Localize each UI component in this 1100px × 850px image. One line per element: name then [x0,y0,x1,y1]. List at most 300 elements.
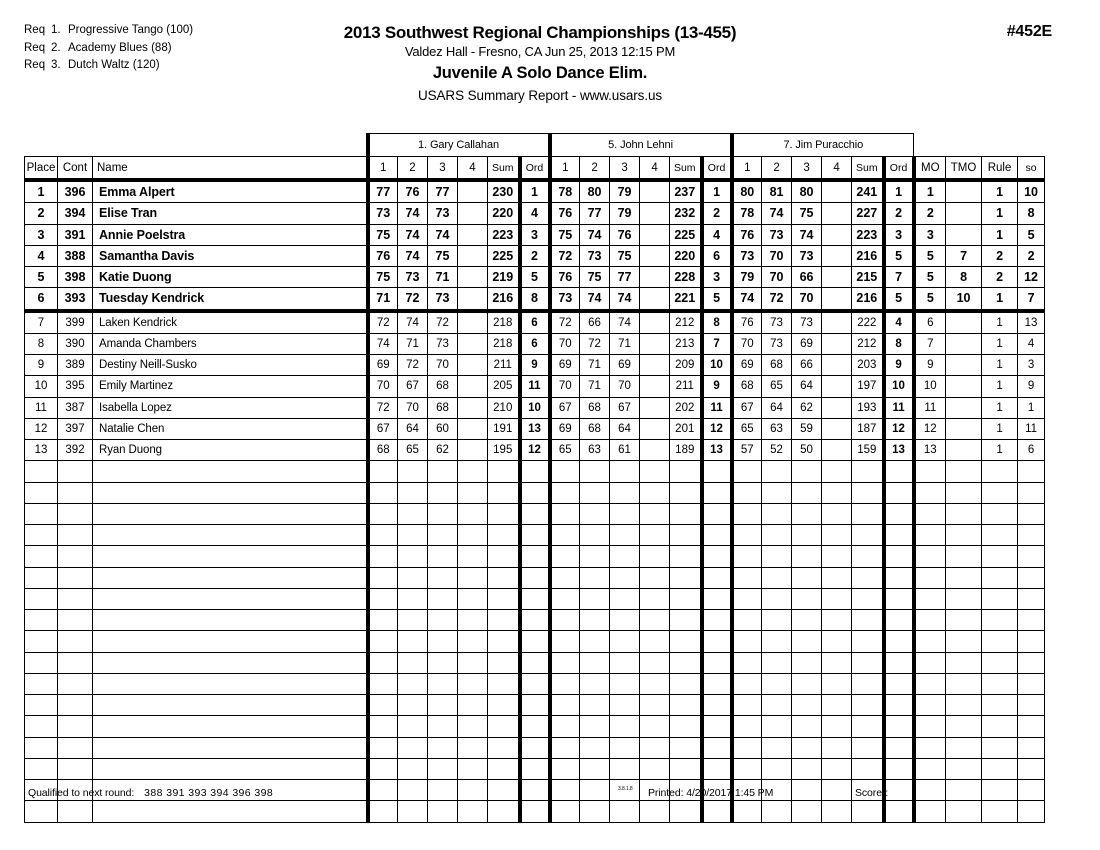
cell-j1-score1 [368,631,398,652]
cell-j3-score2: 65 [762,376,792,397]
cell-j1-score3: 68 [428,376,458,397]
cell-j2-score4 [640,673,670,694]
cell-j3-sum: 216 [852,245,884,266]
cell-j3-score3: 62 [792,397,822,418]
cell-j2-score3 [610,588,640,609]
cell-j3-score3: 50 [792,440,822,461]
cell-j3-sum: 227 [852,203,884,224]
cell-j3-score2 [762,546,792,567]
cell-j3-score4 [822,267,852,288]
table-row[interactable] [25,203,1045,224]
cell-mo [914,525,946,546]
cell-cont [58,631,93,652]
cell-j1-sum: 195 [488,440,520,461]
cell-j3-score2: 70 [762,245,792,266]
cell-rule: 2 [982,245,1018,266]
table-row[interactable] [25,333,1045,354]
cell-cont: 391 [58,224,93,245]
header-j3-score2: 2 [762,157,792,181]
cell-j1-score3: 75 [428,245,458,266]
cell-mo: 2 [914,203,946,224]
cell-j1-sum: 230 [488,180,520,203]
cell-so [1018,716,1045,737]
header-j3-ord: Ord [884,157,914,181]
cell-mo: 5 [914,245,946,266]
cell-j3-ord [884,716,914,737]
cell-rule: 1 [982,418,1018,439]
table-row[interactable] [25,245,1045,266]
table-row-empty[interactable] [25,503,1045,524]
table-row[interactable] [25,311,1045,334]
cell-j3-score3: 69 [792,333,822,354]
cell-j3-score3 [792,588,822,609]
cell-j2-score3: 74 [610,288,640,311]
cell-mo [914,737,946,758]
cell-j1-score1 [368,716,398,737]
cell-j2-ord: 3 [702,267,732,288]
cell-tmo [946,737,982,758]
table-row[interactable] [25,180,1045,203]
cell-so [1018,503,1045,524]
requirement-item [24,57,193,75]
cell-j2-score3 [610,758,640,779]
report-subtitle: USARS Summary Report - www.usars.us [417,88,663,103]
cell-j1-score4 [458,610,488,631]
cell-name [93,546,368,567]
cell-j3-score2 [762,588,792,609]
cell-j2-score3: 76 [610,224,640,245]
cell-j2-sum: 225 [670,224,702,245]
cell-j1-score4 [458,288,488,311]
cell-j2-score2: 75 [580,267,610,288]
cell-j2-score1: 67 [550,397,580,418]
cell-j3-sum [852,610,884,631]
cell-place: 11 [25,397,58,418]
cell-j2-sum: 189 [670,440,702,461]
table-row-empty[interactable] [25,482,1045,503]
cell-place: 10 [25,376,58,397]
cell-j1-score3 [428,673,458,694]
cell-j1-score3 [428,652,458,673]
cell-j2-score4 [640,418,670,439]
cell-cont [58,673,93,694]
cell-j1-sum [488,482,520,503]
header-j2-ord: Ord [702,157,732,181]
cell-j2-ord: 4 [702,224,732,245]
requirement-name: Dutch Waltz (120) [68,59,160,71]
cell-j2-score2 [580,567,610,588]
cell-j1-score2: 73 [398,267,428,288]
cell-j2-ord: 11 [702,397,732,418]
cell-j1-ord [520,461,550,482]
cell-j1-sum [488,673,520,694]
cell-rule: 1 [982,397,1018,418]
cell-place: 2 [25,203,58,224]
cell-tmo [946,631,982,652]
cell-j3-sum: 212 [852,333,884,354]
cell-j1-ord: 3 [520,224,550,245]
cell-j2-sum: 237 [670,180,702,203]
table-row[interactable] [25,288,1045,311]
cell-j1-score3 [428,546,458,567]
cell-j1-score1 [368,482,398,503]
cell-name: Destiny Neill-Susko [93,355,368,376]
cell-j2-score4 [640,355,670,376]
cell-name [93,482,368,503]
cell-j1-score1: 73 [368,203,398,224]
cell-j3-ord: 5 [884,245,914,266]
cell-j1-sum [488,610,520,631]
event-title: Juvenile A Solo Dance Elim. [432,64,648,82]
cell-j1-ord [520,503,550,524]
cell-j3-score2: 64 [762,397,792,418]
cell-j3-score2: 81 [762,180,792,203]
cell-j1-ord: 6 [520,311,550,334]
cell-cont: 387 [58,397,93,418]
cell-name: Samantha Davis [93,245,368,266]
cell-j1-score4 [458,333,488,354]
cell-j3-score4 [822,376,852,397]
cell-tmo [946,355,982,376]
cell-so [1018,525,1045,546]
cell-so: 4 [1018,333,1045,354]
cell-j3-score1 [732,461,762,482]
cell-rule [982,652,1018,673]
cell-j1-score2 [398,673,428,694]
cell-rule [982,482,1018,503]
cell-j1-score1 [368,525,398,546]
table-row[interactable] [25,267,1045,288]
cell-j1-score3 [428,503,458,524]
cell-j3-score3 [792,567,822,588]
table-row[interactable] [25,224,1045,245]
header-j2-score3: 3 [610,157,640,181]
cell-j2-sum [670,461,702,482]
cell-j1-score4 [458,203,488,224]
cell-j2-score3: 61 [610,440,640,461]
cell-so: 11 [1018,418,1045,439]
cell-j3-score2 [762,482,792,503]
cell-tmo [946,224,982,245]
cell-j2-score4 [640,610,670,631]
cell-j2-score2 [580,673,610,694]
cell-rule: 1 [982,376,1018,397]
cell-j2-score2 [580,588,610,609]
cell-j3-score4 [822,673,852,694]
cell-j1-score2: 76 [398,180,428,203]
cell-j3-score1: 78 [732,203,762,224]
cell-j2-ord: 5 [702,288,732,311]
cell-name: Isabella Lopez [93,397,368,418]
cell-j1-score1 [368,610,398,631]
cell-j1-score3 [428,525,458,546]
requirement-item [24,40,193,58]
cell-j1-score1 [368,695,398,716]
cell-j3-score4 [822,631,852,652]
header-tmo: TMO [946,157,982,181]
cell-j3-sum [852,652,884,673]
cell-j2-sum: 201 [670,418,702,439]
header-j1-score2: 2 [398,157,428,181]
header-j2-score2: 2 [580,157,610,181]
report-header [190,22,890,107]
cell-j1-sum: 220 [488,203,520,224]
cell-j1-score4 [458,588,488,609]
cell-j3-score2 [762,673,792,694]
cell-j1-ord [520,737,550,758]
cell-j1-sum: 216 [488,288,520,311]
cell-cont: 394 [58,203,93,224]
requirement-name: Progressive Tango (100) [68,24,194,36]
cell-j1-score1: 71 [368,288,398,311]
cell-j2-sum: 202 [670,397,702,418]
cell-j1-score2 [398,758,428,779]
cell-cont [58,525,93,546]
cell-j2-sum [670,631,702,652]
cell-j1-score3: 74 [428,224,458,245]
cell-j2-ord [702,567,732,588]
cell-j3-score3 [792,652,822,673]
cell-j2-score2: 72 [580,333,610,354]
cell-j3-ord: 8 [884,333,914,354]
cell-j3-ord: 2 [884,203,914,224]
header-j1-sum: Sum [488,157,520,181]
table-row-empty[interactable] [25,716,1045,737]
cell-so: 10 [1018,180,1045,203]
table-row-empty[interactable] [25,652,1045,673]
cell-j2-score1: 70 [550,376,580,397]
cell-cont: 397 [58,418,93,439]
cell-j3-score1: 57 [732,440,762,461]
cell-so [1018,610,1045,631]
cell-j1-ord: 8 [520,288,550,311]
table-row-empty[interactable] [25,461,1045,482]
table-row-empty[interactable] [25,588,1045,609]
cell-j3-ord: 1 [884,180,914,203]
cell-j1-ord [520,567,550,588]
cell-j1-score3: 68 [428,397,458,418]
table-row[interactable] [25,440,1045,461]
cell-j1-score4 [458,673,488,694]
cell-place [25,567,58,588]
cell-j3-score2 [762,567,792,588]
cell-j2-ord [702,503,732,524]
cell-tmo: 10 [946,288,982,311]
cell-j3-score3 [792,631,822,652]
cell-j1-sum: 205 [488,376,520,397]
cell-j3-sum [852,546,884,567]
cell-j1-score3: 60 [428,418,458,439]
cell-j3-score2 [762,737,792,758]
cell-j2-sum [670,737,702,758]
cell-so: 13 [1018,311,1045,334]
cell-j1-score3 [428,482,458,503]
cell-j3-score3 [792,503,822,524]
cell-j3-ord [884,546,914,567]
cell-rule: 1 [982,440,1018,461]
cell-j2-score4 [640,588,670,609]
cell-j2-score4 [640,546,670,567]
cell-so: 7 [1018,288,1045,311]
cell-cont [58,482,93,503]
cell-j1-ord [520,610,550,631]
cell-j2-ord [702,546,732,567]
header-j3-score1: 1 [732,157,762,181]
cell-j3-sum: 215 [852,267,884,288]
cell-j2-score3 [610,716,640,737]
table-row-empty[interactable] [25,525,1045,546]
cell-j1-score1: 68 [368,440,398,461]
cell-j2-ord: 6 [702,245,732,266]
cell-j3-score1 [732,695,762,716]
cell-j3-ord: 7 [884,267,914,288]
cell-j2-score2: 63 [580,440,610,461]
cell-j2-score4 [640,288,670,311]
cell-mo: 12 [914,418,946,439]
cell-j1-sum: 218 [488,333,520,354]
sheet-id-badge: #452E [1006,23,1052,40]
cell-j3-score2 [762,610,792,631]
cell-j2-ord [702,588,732,609]
cell-cont [58,567,93,588]
cell-j3-ord [884,631,914,652]
cell-j2-score3: 79 [610,203,640,224]
cell-j1-ord [520,482,550,503]
cell-j3-score3: 66 [792,267,822,288]
cell-rule [982,567,1018,588]
cell-j1-score1: 70 [368,376,398,397]
cell-place [25,610,58,631]
cell-j1-score2 [398,652,428,673]
cell-j2-score3 [610,461,640,482]
cell-j1-score4 [458,224,488,245]
cell-j2-score2: 73 [580,245,610,266]
table-row-empty[interactable] [25,673,1045,694]
cell-j2-sum [670,652,702,673]
cell-so: 8 [1018,203,1045,224]
cell-j2-score3 [610,737,640,758]
cell-j2-score2: 77 [580,203,610,224]
cell-j3-sum [852,631,884,652]
cell-j2-score4 [640,376,670,397]
table-row-empty[interactable] [25,631,1045,652]
spacer-cell [982,134,1018,157]
table-row-empty[interactable] [25,695,1045,716]
cell-j2-score4 [640,224,670,245]
qualified-label: Qualified to next round: [28,787,135,799]
cell-j1-ord [520,631,550,652]
table-row-empty[interactable] [25,758,1045,779]
cell-j2-score4 [640,267,670,288]
cell-place [25,546,58,567]
cell-j3-score4 [822,288,852,311]
cell-j3-ord: 5 [884,288,914,311]
cell-j2-score1 [550,695,580,716]
cell-j3-sum [852,758,884,779]
cell-j1-score1 [368,461,398,482]
cell-so [1018,737,1045,758]
cell-j2-score3: 74 [610,311,640,334]
cell-j1-score1: 69 [368,355,398,376]
cell-j3-score4 [822,397,852,418]
cell-j3-score2 [762,652,792,673]
cell-j2-score2 [580,610,610,631]
cell-j3-score4 [822,525,852,546]
cell-rule [982,695,1018,716]
cell-j1-score2 [398,588,428,609]
cell-rule: 1 [982,203,1018,224]
cell-j1-score1 [368,567,398,588]
table-row-empty[interactable] [25,737,1045,758]
cell-j3-score1: 79 [732,267,762,288]
cell-j2-score3 [610,695,640,716]
cell-j3-score3: 75 [792,203,822,224]
cell-j2-ord [702,652,732,673]
cell-j2-score3: 79 [610,180,640,203]
cell-rule: 1 [982,355,1018,376]
judge-2-name: 5. John Lehni [550,134,732,157]
table-row-empty[interactable] [25,610,1045,631]
cell-j1-score1: 74 [368,333,398,354]
cell-j1-score1 [368,503,398,524]
cell-mo [914,716,946,737]
cell-j1-score2 [398,567,428,588]
cell-tmo [946,673,982,694]
cell-j3-score1: 76 [732,224,762,245]
cell-name [93,716,368,737]
cell-name: Elise Tran [93,203,368,224]
cell-j1-score4 [458,180,488,203]
table-row[interactable] [25,418,1045,439]
table-row[interactable] [25,376,1045,397]
cell-j1-ord [520,525,550,546]
cell-place: 9 [25,355,58,376]
cell-j3-score1 [732,482,762,503]
cell-j1-sum: 211 [488,355,520,376]
cell-cont [58,716,93,737]
cell-j2-sum [670,758,702,779]
cell-j3-sum [852,525,884,546]
cell-cont: 398 [58,267,93,288]
cell-j2-score2 [580,461,610,482]
spacer-cell [914,134,946,157]
cell-j2-score2: 80 [580,180,610,203]
cell-mo [914,588,946,609]
cell-j1-score2 [398,695,428,716]
cell-j2-score4 [640,695,670,716]
cell-j3-score4 [822,737,852,758]
cell-j2-score1: 78 [550,180,580,203]
table-row-empty[interactable] [25,546,1045,567]
cell-j1-score3: 72 [428,311,458,334]
table-row[interactable] [25,397,1045,418]
cell-j1-score4 [458,311,488,334]
cell-place: 1 [25,180,58,203]
cell-mo: 13 [914,440,946,461]
cell-tmo [946,203,982,224]
cell-j3-score3 [792,546,822,567]
cell-j1-sum [488,716,520,737]
cell-j3-score4 [822,588,852,609]
cell-j1-score2: 74 [398,203,428,224]
cell-j3-score1 [732,716,762,737]
cell-so [1018,588,1045,609]
cell-j1-score3: 70 [428,355,458,376]
table-row-empty[interactable] [25,567,1045,588]
table-row[interactable] [25,355,1045,376]
cell-j2-score3: 75 [610,245,640,266]
cell-j3-sum: 159 [852,440,884,461]
